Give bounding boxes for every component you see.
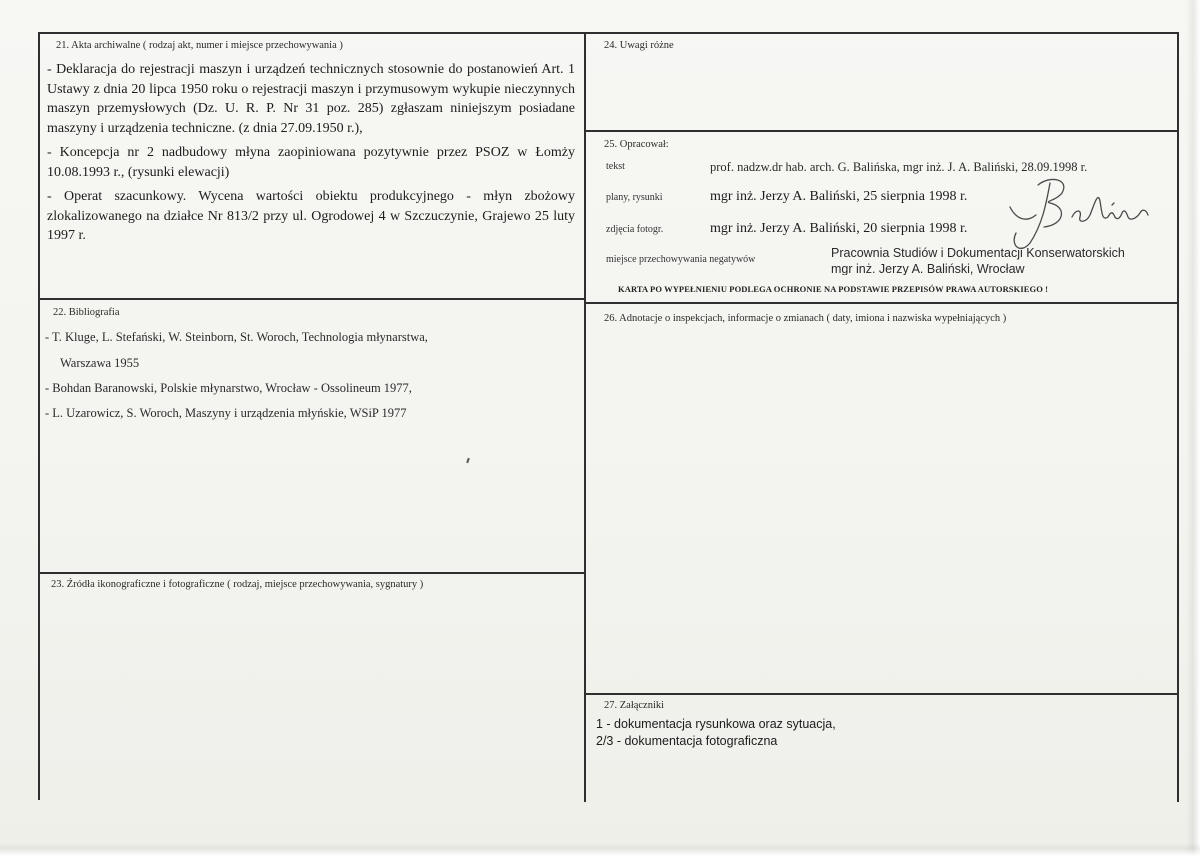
bibliography-item-3: - L. Uzarowicz, S. Woroch, Maszyny i urządzenia młyńskie, WSiP 1977 <box>45 406 407 420</box>
rule-25-26 <box>585 302 1178 304</box>
author-row-value-photos: mgr inż. Jerzy A. Baliński, 20 sierpnia 1998 r. <box>710 221 968 236</box>
section-23-header: 23. Źródła ikonograficzne i fotograficzne ( rodzaj, miejsce przechowywania, sygnatury ) <box>51 579 424 590</box>
author-row-label-photos: zdjęcia fotogr. <box>606 224 664 235</box>
archive-item-1: - Deklaracja do rejestracji maszyn i urządzeń technicznych stosownie do postanowień Art. 1 Ustawy z dnia 20 lipca 1950 roku o rejestracji maszyn i przymusowym wykupie nieczynnych maszyn przemysłowych (Dz. U. R. P. Nr 31 poz. 285) zgłaszam niniejszym posiadane maszyny i urządzenia techniczne. (z dnia 27.09.1950 r.), <box>47 62 575 136</box>
card-edge-bottom <box>0 843 1200 856</box>
rule-24-25 <box>585 130 1178 132</box>
section-24-header: 24. Uwagi różne <box>604 40 674 51</box>
bibliography-item-1-cont: Warszawa 1955 <box>60 356 140 370</box>
copyright-note: KARTA PO WYPEŁNIENIU PODLEGA OCHRONIE NA PODSTAWIE PRZEPISÓW PRAWA AUTORSKIEGO ! <box>618 284 1049 294</box>
card-edge-right <box>1186 0 1200 856</box>
section-26-header: 26. Adnotacje o inspekcjach, informacje o zmianach ( daty, imiona i nazwiska wypełniających ) <box>604 313 1007 324</box>
frame-top-rule <box>38 32 1178 34</box>
negatives-location-line-1: Pracownia Studiów i Dokumentacji Konserwatorskich <box>831 246 1125 260</box>
bibliography-item-1: - T. Kluge, L. Stefański, W. Steinborn, St. Woroch, Technologia młynarstwa, <box>45 330 428 344</box>
bibliography-item-2: - Bohdan Baranowski, Polskie młynarstwo, Wrocław - Ossolineum 1977, <box>45 381 412 395</box>
signature-mark <box>990 165 1160 255</box>
section-21-body <box>47 60 575 251</box>
negatives-location-clip <box>831 262 1131 275</box>
stray-mark <box>466 458 470 463</box>
author-row-label-negatives: miejsce przechowywania negatywów <box>606 254 756 265</box>
rule-22-23 <box>38 572 585 574</box>
section-25-header: 25. Opracował: <box>604 139 669 150</box>
negatives-location-line-2: mgr inż. Jerzy A. Baliński, Wrocław <box>831 262 1025 275</box>
author-row-label-plans: plany, rysunki <box>606 192 663 203</box>
attachment-item-1: 1 - dokumentacja rysunkowa oraz sytuacja, <box>596 717 836 731</box>
rule-26-27 <box>585 693 1178 695</box>
author-row-value-text: prof. nadzw.dr hab. arch. G. Balińska, mgr inż. J. A. Baliński, 28.09.1998 r. <box>710 160 1088 174</box>
archive-item-3: - Operat szacunkowy. Wycena wartości obiektu produkcyjnego - młyn zbożowy zlokalizowanego na działce Nr 813/2 przy ul. Ogrodowej 4 w Szczuczynie, Grajewo 25 luty 1997 r. <box>47 189 575 243</box>
frame-left-rule <box>38 32 40 800</box>
rule-21-22 <box>38 298 585 300</box>
section-21-header: 21. Akta archiwalne ( rodzaj akt, numer i miejsce przechowywania ) <box>56 40 343 51</box>
author-row-label-text: tekst <box>606 161 625 172</box>
attachment-item-2: 2/3 - dokumentacja fotograficzna <box>596 734 778 748</box>
author-row-value-plans: mgr inż. Jerzy A. Baliński, 25 sierpnia 1998 r. <box>710 189 968 204</box>
frame-center-rule <box>584 32 586 802</box>
section-22-header: 22. Bibliografia <box>53 307 120 318</box>
archive-item-2: - Koncepcja nr 2 nadbudowy młyna zaopiniowana pozytywnie przez PSOZ w Łomży 10.08.1993 r., (rysunki elewacji) <box>47 145 575 180</box>
section-27-header: 27. Załączniki <box>604 700 665 711</box>
frame-right-rule <box>1177 32 1179 802</box>
